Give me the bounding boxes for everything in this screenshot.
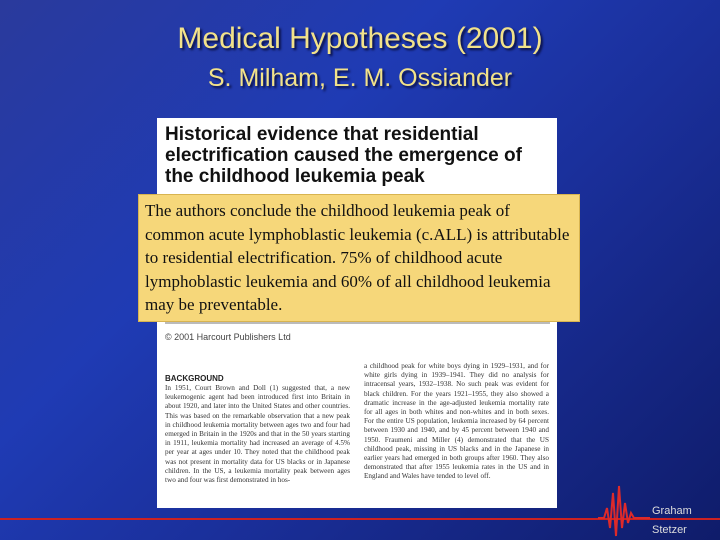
brand-line-2: Stetzer	[652, 524, 687, 536]
article-heading: Historical evidence that residential electrification caused the emergence of the childhood leukemia peak	[165, 124, 522, 187]
waveform-logo-icon	[598, 478, 650, 538]
brand-name	[652, 502, 692, 540]
article-left-column: In 1951, Court Brown and Doll (1) suggested that, a new leukemogenic agent had been introduced first into Britain in about 1920, and later into the United States and other countries. This was based on the remarkable observation that a new peak in childhood leukemia mortality between ages two and four had emerged in Britain in the 1920s and that in the 50 years starting in 1911, leukemia mortality had increased an average of 4.5% per year at ages under 10. They noted that the childhood peak was not present in mortality data for US blacks or in Japanese children. In the US, a leukemia mortality peak between ages two and four was first demonstrated in hos-	[165, 384, 350, 485]
slide-title: Medical Hypotheses (2001)	[177, 22, 543, 55]
brand-line-1: Graham	[652, 505, 692, 517]
slide-subtitle: S. Milham, E. M. Ossiander	[207, 64, 513, 92]
conclusion-callout: The authors conclude the childhood leukemia peak of common acute lymphoblastic leukemia (c.ALL) is attributable to residential electrification. 75% of childhood acute lymphoblastic leukemia and 60% of all childhood leukemia may be preventable.	[138, 194, 580, 322]
article-copyright: © 2001 Harcourt Publishers Ltd	[165, 332, 291, 342]
section-label: BACKGROUND	[165, 374, 224, 383]
article-right-column: a childhood peak for white boys dying in 1929–1931, and for white girls dying in 1939–1941. They did no analysis for intracensal years, 1932–1938. No such peak was evident for black children. For the years 1921–1955, they also showed a dramatic increase in the age-adjusted leukemia mortality rate for all ages in both whites and non-whites and in both sexes. For the entire US population, leukemia increased by 64 percent between 1930 and 1940, and by 45 percent between 1940 and 1950. Fraumeni and Miller (4) demonstrated that the US childhood peak, missing in US blacks and in the Japanese in earlier years had emerged in both groups after 1960. They also demonstrated that after 1955 leukemia rates in the US and in England and Wales have tended to level off.	[364, 362, 549, 481]
